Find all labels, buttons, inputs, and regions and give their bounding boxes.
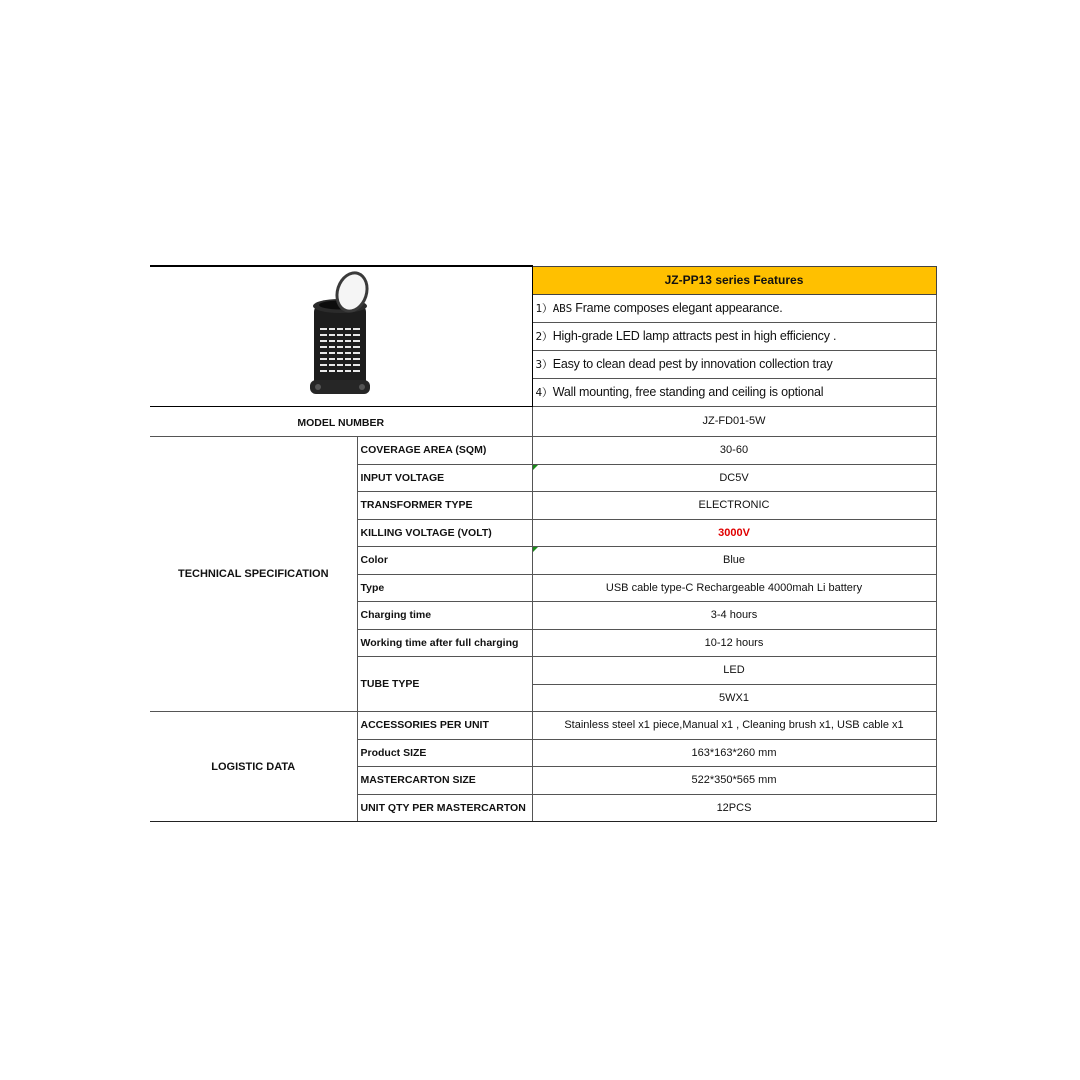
- tube-type-value: 5WX1: [532, 684, 936, 712]
- spec-value: [532, 547, 936, 575]
- feature-item-2: [532, 322, 936, 350]
- spec-value: 30-60: [532, 437, 936, 465]
- logistic-value: Stainless steel x1 piece,Manual x1 , Cleaning brush x1, USB cable x1: [532, 712, 936, 740]
- spec-key: COVERAGE AREA (SQM): [357, 437, 532, 465]
- technical-specification-label: TECHNICAL SPECIFICATION: [150, 437, 357, 712]
- feature-index: 1）ABS: [535, 301, 572, 315]
- logistic-key: Product SIZE: [357, 739, 532, 767]
- spec-key: INPUT VOLTAGE: [357, 464, 532, 492]
- spec-value: 3-4 hours: [532, 602, 936, 630]
- features-header: JZ-PP13 series Features: [532, 266, 936, 294]
- spec-key: Working time after full charging: [357, 629, 532, 657]
- model-number-label: MODEL NUMBER: [150, 406, 532, 437]
- feature-index: 3）: [535, 357, 553, 371]
- logistic-value: 163*163*260 mm: [532, 739, 936, 767]
- spec-sheet: [150, 265, 936, 818]
- logistic-key: UNIT QTY PER MASTERCARTON: [357, 794, 532, 822]
- spec-value: [532, 464, 936, 492]
- feature-index: 2）: [535, 329, 553, 343]
- spec-value-text: Blue: [722, 554, 746, 567]
- product-image: [296, 270, 386, 400]
- spec-key: Color: [357, 547, 532, 575]
- logistic-value: 522*350*565 mm: [532, 767, 936, 795]
- spec-value-text: DC5V: [719, 471, 749, 484]
- feature-item-1: [532, 294, 936, 322]
- product-image-cell: [150, 266, 532, 406]
- spec-value: ELECTRONIC: [532, 492, 936, 520]
- comment-flag-icon: [533, 547, 538, 552]
- killing-voltage-value: 3000V: [532, 519, 936, 547]
- feature-item-3: [532, 350, 936, 378]
- tube-type-value: LED: [532, 657, 936, 685]
- feature-text: Wall mounting, free standing and ceiling is optional: [552, 384, 824, 399]
- spec-key: TRANSFORMER TYPE: [357, 492, 532, 520]
- feature-text: High-grade LED lamp attracts pest in high efficiency .: [552, 328, 837, 343]
- spec-key: KILLING VOLTAGE (VOLT): [357, 519, 532, 547]
- comment-flag-icon: [533, 465, 538, 470]
- feature-item-4: [532, 378, 936, 406]
- spec-key: Type: [357, 574, 532, 602]
- feature-index: 4）: [535, 385, 553, 399]
- tube-type-key: TUBE TYPE: [357, 657, 532, 712]
- feature-text: Frame composes elegant appearance.: [572, 300, 783, 315]
- spec-table: [150, 265, 937, 822]
- spec-value: 10-12 hours: [532, 629, 936, 657]
- model-number-value: JZ-FD01-5W: [532, 406, 936, 437]
- spec-key: Charging time: [357, 602, 532, 630]
- logistic-data-label: LOGISTIC DATA: [150, 712, 357, 822]
- spec-value: USB cable type-C Rechargeable 4000mah Li battery: [532, 574, 936, 602]
- feature-text: Easy to clean dead pest by innovation collection tray: [552, 356, 833, 371]
- logistic-key: MASTERCARTON SIZE: [357, 767, 532, 795]
- logistic-value: 12PCS: [532, 794, 936, 822]
- logistic-key: ACCESSORIES PER UNIT: [357, 712, 532, 740]
